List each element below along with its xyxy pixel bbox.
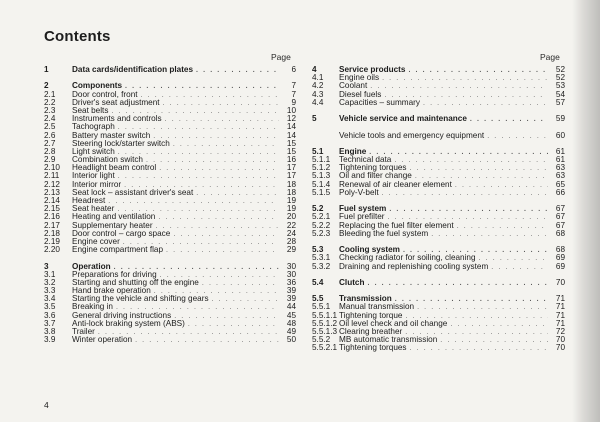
toc-entry-title: Oil level check and oil change: [339, 318, 448, 328]
toc-entry-page: 67: [555, 220, 565, 230]
toc-entry-number: 2.1: [44, 89, 56, 99]
toc-entry-number: 2.10: [44, 163, 60, 173]
toc-dot-leader: [108, 198, 279, 206]
toc-entry-page: 69: [555, 261, 565, 271]
toc-dot-leader: [146, 157, 279, 165]
toc-entry-number: 3.4: [44, 294, 56, 304]
toc-entry-number: 3.3: [44, 286, 56, 296]
toc-entry-title: Capacities – summary: [339, 97, 420, 107]
toc-entry[interactable]: [44, 336, 296, 344]
toc-entry-number: 5: [312, 114, 317, 124]
toc-entry-number: 2.18: [44, 228, 60, 238]
toc-entry-title: Interior light: [72, 171, 115, 181]
toc-dot-leader: [395, 296, 548, 304]
toc-entry-page: 72: [555, 327, 565, 336]
toc-entry-title: Driver's seat adjustment: [72, 97, 160, 107]
toc-entry-title: Clutch: [339, 277, 365, 287]
toc-dot-leader: [487, 133, 548, 141]
toc-entry-page: 52: [555, 73, 565, 83]
toc-dot-leader: [188, 321, 279, 329]
toc-entry-number: 2.9: [44, 155, 56, 165]
toc-entry-page: 39: [286, 286, 296, 296]
toc-entry-title: Starting the vehicle and shifting gears: [72, 294, 209, 304]
toc-entry-page: 39: [286, 294, 296, 304]
toc-entry[interactable]: [312, 189, 565, 197]
toc-dot-leader: [470, 116, 548, 124]
toc-section-entry[interactable]: [312, 115, 565, 123]
toc-dot-leader: [370, 83, 548, 91]
toc-dot-leader: [125, 83, 279, 91]
toc-entry-page: 71: [555, 302, 565, 312]
toc-entry-number: 3.9: [44, 335, 56, 345]
toc-entry-title: Data cards/identification plates: [72, 65, 194, 74]
toc-dot-leader: [423, 100, 548, 108]
toc-entry[interactable]: [312, 230, 565, 238]
toc-entry-page: 63: [555, 163, 565, 173]
toc-entry-title: Poly-V-belt: [339, 187, 379, 197]
page-title: Contents: [44, 28, 111, 45]
toc-entry-title: Fuel prefilter: [339, 212, 385, 222]
toc-dot-leader: [431, 231, 548, 239]
toc-dot-leader: [118, 173, 279, 181]
toc-entry-number: 3.1: [44, 269, 56, 279]
toc-entry[interactable]: [312, 132, 565, 140]
toc-entry-number: 3: [44, 261, 49, 271]
toc-entry-page: 22: [286, 220, 296, 230]
toc-entry-page: 19: [286, 196, 296, 205]
toc-entry-number: 3.6: [44, 310, 56, 320]
page-column-heading-left: Page: [271, 52, 291, 62]
toc-dot-leader: [212, 296, 279, 304]
toc-entry-number: 5.1.2: [312, 163, 331, 173]
toc-entry-title: Tightening torque: [339, 310, 403, 320]
toc-entry-number: 2.13: [44, 187, 60, 197]
toc-entry-title: Headrest: [72, 196, 106, 205]
toc-entry-number: 2.2: [44, 97, 56, 107]
toc-entry-page: 36: [286, 277, 296, 287]
toc-entry-number: 2.19: [44, 236, 60, 246]
toc-entry-page: 29: [286, 245, 296, 255]
toc-column-left: [44, 66, 296, 344]
toc-entry-title: Cooling system: [339, 245, 400, 255]
toc-entry-title: Fuel system: [339, 204, 387, 214]
page-column-heading-right: Page: [540, 52, 560, 62]
toc-entry-page: 17: [286, 163, 296, 173]
toc-entry-number: 5.2.3: [312, 228, 331, 238]
toc-entry-title: Door control, front: [72, 89, 138, 99]
toc-entry-page: 14: [286, 122, 296, 132]
toc-entry-title: Battery master switch: [72, 130, 151, 140]
toc-entry-title: Breaking in: [72, 302, 113, 312]
toc-entry-page: 70: [555, 343, 565, 353]
toc-entry-page: 7: [291, 89, 296, 99]
toc-entry-number: 5.5: [312, 294, 324, 304]
toc-entry-page: 20: [286, 212, 296, 222]
toc-entry-page: 17: [286, 171, 296, 181]
toc-entry-title: Seat belts: [72, 105, 109, 115]
toc-entry-number: 1: [44, 65, 49, 74]
toc-entry-number: 2.11: [44, 171, 60, 181]
toc-entry-number: 2.7: [44, 138, 56, 148]
toc-entry-page: 6: [291, 65, 296, 74]
toc-dot-leader: [135, 337, 279, 345]
toc-entry-page: 50: [286, 335, 296, 345]
toc-entry-title: MB automatic transmission: [339, 335, 438, 345]
toc-entry-title: Instruments and controls: [72, 114, 162, 124]
toc-entry-number: 5.2.1: [312, 212, 331, 222]
toc-entry-page: 45: [286, 310, 296, 320]
toc-entry-page: 66: [555, 187, 565, 197]
toc-entry-number: 4.2: [312, 81, 324, 91]
toc-entry-page: 63: [555, 171, 565, 181]
toc-dot-leader: [479, 255, 548, 263]
toc-dot-leader: [153, 133, 279, 141]
toc-entry-title: Components: [72, 81, 123, 91]
toc-entry-page: 71: [555, 294, 565, 304]
toc-dot-leader: [382, 190, 548, 198]
toc-entry-title: Oil and filter change: [339, 171, 412, 181]
toc-entry-page: 61: [555, 155, 565, 165]
toc-entry-page: 18: [286, 179, 296, 189]
toc-entry[interactable]: [312, 263, 565, 271]
toc-entry-title: Engine: [339, 146, 367, 156]
toc-entry-title: Trailer: [72, 327, 95, 336]
toc-entry-title: Anti-lock braking system (ABS): [72, 318, 185, 328]
toc-entry-number: 2.5: [44, 122, 56, 132]
toc-entry-number: 2.14: [44, 196, 60, 205]
toc-entry-number: 5.4: [312, 277, 324, 287]
toc-entry-number: 4.1: [312, 73, 324, 83]
toc-entry-page: 71: [555, 318, 565, 328]
toc-entry-page: 44: [286, 302, 296, 312]
toc-entry-title: Vehicle tools and emergency equipment: [339, 130, 485, 140]
toc-dot-leader: [408, 67, 548, 75]
toc-entry-title: Clearing breather: [339, 327, 403, 336]
toc-entry-title: Renewal of air cleaner element: [339, 179, 452, 189]
toc-entry-page: 14: [286, 130, 296, 140]
toc-dot-leader: [389, 206, 548, 214]
toc-entry-number: 5.3.2: [312, 261, 331, 271]
toc-entry-number: 2.15: [44, 204, 60, 214]
toc-entry-page: 30: [286, 269, 296, 279]
toc-entry-page: 19: [286, 204, 296, 214]
toc-entry-page: 9: [291, 97, 296, 107]
toc-entry-number: 5.5.2: [312, 335, 331, 345]
toc-entry-title: Manual transmission: [339, 302, 415, 312]
toc-entry-number: 4.4: [312, 97, 324, 107]
toc-entry-page: 70: [555, 335, 565, 345]
toc-entry-number: 5.5.1: [312, 302, 331, 312]
toc-entry-number: 3.2: [44, 277, 56, 287]
toc-dot-leader: [367, 280, 548, 288]
toc-entry-title: Operation: [72, 261, 111, 271]
toc-dot-leader: [417, 304, 548, 312]
toc-entry-title: Technical data: [339, 155, 392, 165]
toc-dot-leader: [440, 337, 548, 345]
toc-entry-title: Interior mirror: [72, 179, 122, 189]
toc-entry-page: 68: [555, 228, 565, 238]
toc-dot-leader: [457, 223, 548, 231]
toc-entry-page: 16: [286, 155, 296, 165]
toc-entry-title: Checking radiator for soiling, cleaning: [339, 253, 476, 263]
toc-entry-page: 7: [291, 81, 296, 91]
toc-entry-number: 5.5.2.1: [312, 343, 338, 353]
toc-entry-page: 15: [286, 146, 296, 156]
toc-dot-leader: [156, 223, 279, 231]
toc-entry-number: 5.2: [312, 204, 324, 214]
toc-dot-leader: [491, 264, 548, 272]
toc-entry-page: 15: [286, 138, 296, 148]
toc-dot-leader: [202, 280, 279, 288]
toc-dot-leader: [394, 157, 548, 165]
toc-entry-page: 59: [555, 114, 565, 124]
toc-dot-leader: [455, 182, 548, 190]
toc-entry-number: 2.20: [44, 245, 60, 255]
toc-entry-number: 5.3: [312, 245, 324, 255]
toc-entry-number: 5.1.3: [312, 171, 331, 181]
toc-entry-page: 28: [286, 236, 296, 246]
toc-entry-title: Seat heater: [72, 204, 115, 214]
toc-entry-title: Diesel fuels: [339, 89, 382, 99]
toc-entry-page: 53: [555, 81, 565, 91]
toc-entry-title: Tachograph: [72, 122, 115, 132]
toc-entry-page: 30: [286, 261, 296, 271]
toc-entry-title: General driving instructions: [72, 310, 172, 320]
toc-entry-page: 24: [286, 228, 296, 238]
toc-dot-leader: [450, 321, 548, 329]
toc-entry-number: 2: [44, 81, 49, 91]
toc-entry-title: Draining and replenishing cooling system: [339, 261, 489, 271]
toc-entry-number: 3.5: [44, 302, 56, 312]
toc-entry-title: Engine cover: [72, 236, 120, 246]
toc-entry-title: Vehicle service and maintenance: [339, 114, 467, 124]
toc-entry-page: 61: [555, 146, 565, 156]
toc-entry-number: 5.1: [312, 146, 324, 156]
toc-entry-title: Engine compartment flap: [72, 245, 164, 255]
toc-entry-number: 5.1.5: [312, 187, 331, 197]
toc-entry-page: 57: [555, 97, 565, 107]
toc-entry-page: 60: [555, 130, 565, 140]
toc-dot-leader: [174, 313, 279, 321]
toc-entry-number: 3.8: [44, 327, 56, 336]
toc-entry-page: 48: [286, 318, 296, 328]
toc-dot-leader: [165, 116, 279, 124]
toc-entry-title: Tightening torques: [339, 343, 407, 353]
toc-column-right: [312, 66, 565, 353]
toc-entry-title: Combination switch: [72, 155, 143, 165]
toc-entry-number: 5.5.1.3: [312, 327, 338, 336]
toc-dot-leader: [173, 231, 279, 239]
toc-entry-title: Supplementary heater: [72, 220, 153, 230]
toc-entry-title: Door control – cargo space: [72, 228, 171, 238]
toc-entry-title: Heating and ventilation: [72, 212, 156, 222]
toc-entry-title: Light switch: [72, 146, 115, 156]
toc-entry-title: Tightening torques: [339, 163, 407, 173]
toc-entry-page: 65: [555, 179, 565, 189]
toc-entry-title: Transmission: [339, 294, 392, 304]
toc-entry-title: Steering lock/starter switch: [72, 138, 170, 148]
toc-dot-leader: [158, 214, 279, 222]
toc-dot-leader: [159, 165, 279, 173]
toc-entry[interactable]: [312, 99, 565, 107]
toc-entry-page: 49: [286, 327, 296, 336]
toc-entry-number: 4.3: [312, 89, 324, 99]
toc-dot-leader: [369, 149, 548, 157]
toc-entry-number: 5.2.2: [312, 220, 331, 230]
toc-entry-title: Preparations for driving: [72, 269, 157, 279]
toc-entry-number: 5.3.1: [312, 253, 331, 263]
toc-entry-number: 2.12: [44, 179, 60, 189]
toc-entry-number: 4: [312, 65, 317, 74]
toc-entry-page: 12: [286, 114, 296, 124]
toc-entry-page: 52: [555, 65, 565, 74]
toc-entry-page: 18: [286, 187, 296, 197]
toc-entry-number: 2.4: [44, 114, 56, 124]
toc-section-entry[interactable]: [312, 279, 565, 287]
toc-entry-page: 54: [555, 89, 565, 99]
toc-dot-leader: [382, 75, 548, 83]
toc-entry-title: Headlight beam control: [72, 163, 157, 173]
toc-dot-leader: [410, 345, 548, 353]
toc-entry-page: 70: [555, 277, 565, 287]
page-number: 4: [44, 400, 49, 410]
toc-entry-number: 5.5.1.2: [312, 318, 338, 328]
toc-entry-number: 3.7: [44, 318, 56, 328]
toc-entry-number: 2.6: [44, 130, 56, 140]
toc-entry-title: Hand brake operation: [72, 286, 151, 296]
toc-dot-leader: [410, 165, 548, 173]
toc-entry-page: 68: [555, 245, 565, 255]
toc-entry-title: Replacing the fuel filter element: [339, 220, 454, 230]
toc-entry-title: Starting and shutting off the engine: [72, 277, 199, 287]
toc-entry-number: 2.17: [44, 220, 60, 230]
toc-entry-number: 2.16: [44, 212, 60, 222]
toc-entry-number: 2.8: [44, 146, 56, 156]
toc-section-entry[interactable]: [44, 66, 296, 74]
toc-entry-page: 67: [555, 212, 565, 222]
toc-entry-page: 10: [286, 105, 296, 115]
toc-dot-leader: [173, 141, 279, 149]
toc-entry-page: 69: [555, 253, 565, 263]
toc-dot-leader: [141, 92, 279, 100]
toc-entry-page: 67: [555, 204, 565, 214]
toc-entry-title: Engine oils: [339, 73, 380, 83]
toc-entry[interactable]: [312, 344, 565, 352]
toc-entry-page: 71: [555, 310, 565, 320]
toc-dot-leader: [196, 190, 279, 198]
toc-entry-number: 5.5.1.1: [312, 310, 338, 320]
page-fold-shadow: [572, 0, 600, 422]
toc-entry-title: Bleeding the fuel system: [339, 228, 429, 238]
toc-dot-leader: [196, 67, 279, 75]
toc-entry-title: Winter operation: [72, 335, 133, 345]
toc-entry-number: 2.3: [44, 105, 56, 115]
toc-dot-leader: [166, 247, 279, 255]
toc-entry-number: 5.1.4: [312, 179, 331, 189]
toc-entry-title: Coolant: [339, 81, 368, 91]
toc-dot-leader: [163, 100, 279, 108]
toc-entry[interactable]: [44, 246, 296, 254]
toc-entry-title: Seat lock – assistant driver's seat: [72, 187, 194, 197]
toc-entry-title: Service products: [339, 65, 406, 74]
toc-entry-number: 5.1.1: [312, 155, 331, 165]
